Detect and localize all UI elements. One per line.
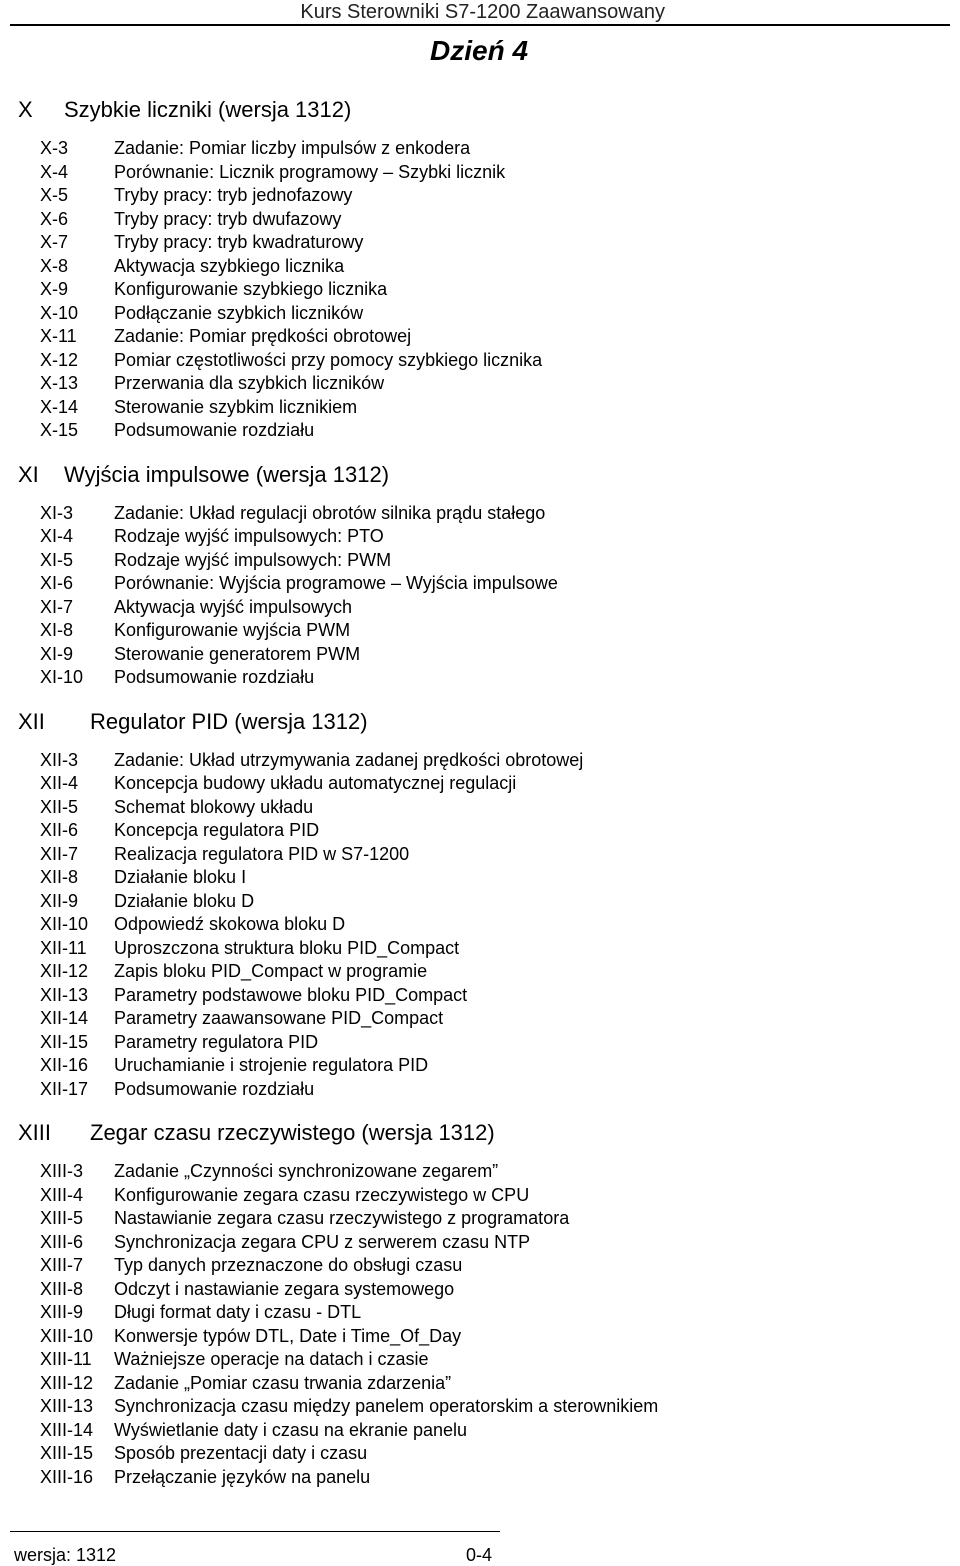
item-title: Zadanie „Pomiar czasu trwania zdarzenia” [114, 1372, 452, 1393]
item-code: X-13 [40, 373, 79, 393]
list-item [0, 819, 960, 843]
item-title: Synchronizacja czasu między panelem operatorskim a sterownikiem [114, 1396, 659, 1416]
list-item [0, 1325, 960, 1349]
list-item [0, 137, 960, 161]
footer-divider [10, 1531, 500, 1532]
list-item [0, 231, 960, 255]
item-title: Zadanie: Układ regulacji obrotów silnika prądu stałego [114, 502, 546, 523]
list-item [0, 372, 960, 396]
item-title: Uproszczona struktura bloku PID_Compact [114, 937, 460, 958]
chapter-title: Regulator PID (wersja 1312) [90, 708, 368, 734]
item-code: XIII-9 [40, 1302, 84, 1322]
item-code: X-11 [40, 326, 77, 346]
item-code: XI-5 [40, 549, 74, 570]
list-item [0, 549, 960, 573]
list-item [0, 161, 960, 185]
item-code: XIII-16 [40, 1466, 94, 1487]
list-item [0, 619, 960, 643]
item-code: X-6 [40, 208, 69, 229]
list-item [0, 1184, 960, 1208]
item-title: Konfigurowanie szybkiego licznika [114, 279, 388, 299]
item-title: Rodzaje wyjść impulsowych: PTO [114, 526, 384, 546]
item-code: XII-15 [40, 1031, 89, 1052]
item-title: Porównanie: Wyjścia programowe – Wyjścia impulsowe [114, 573, 558, 593]
list-item [0, 1031, 960, 1055]
item-code: XI-4 [40, 526, 74, 546]
chapter-item-list [0, 749, 960, 1102]
item-title: Parametry podstawowe bloku PID_Compact [114, 984, 468, 1005]
item-title: Schemat blokowy układu [114, 796, 314, 817]
chapter-section [0, 95, 960, 443]
chapter-section [0, 1118, 960, 1489]
list-item [0, 1278, 960, 1302]
item-title: Tryby pracy: tryb jednofazowy [114, 185, 353, 205]
item-title: Parametry regulatora PID [114, 1031, 319, 1052]
item-title: Sterowanie generatorem PWM [114, 643, 361, 664]
list-item [0, 1348, 960, 1372]
item-title: Realizacja regulatora PID w S7-1200 [114, 843, 410, 864]
item-title: Aktywacja wyjść impulsowych [114, 596, 353, 617]
chapter-number: XIII [18, 1120, 52, 1145]
item-code: X-7 [40, 232, 69, 252]
item-title: Nastawianie zegara czasu rzeczywistego z programatora [114, 1208, 570, 1228]
list-item [0, 1395, 960, 1419]
item-code: XIII-12 [40, 1372, 94, 1393]
list-item [0, 1254, 960, 1278]
item-code: XIII-6 [40, 1231, 84, 1252]
chapter-section [0, 707, 960, 1102]
list-item [0, 349, 960, 373]
item-code: XII-12 [40, 961, 89, 981]
item-code: X-14 [40, 396, 79, 417]
item-code: XII-9 [40, 890, 79, 911]
item-title: Przełączanie języków na panelu [114, 1466, 371, 1487]
list-item [0, 1231, 960, 1255]
item-title: Ważniejsze operacje na datach i czasie [114, 1349, 429, 1369]
chapter-item-list [0, 137, 960, 443]
item-code: XI-7 [40, 596, 74, 617]
list-item [0, 525, 960, 549]
item-title: Podsumowanie rozdziału [114, 1078, 315, 1099]
item-title: Wyświetlanie daty i czasu na ekranie panelu [114, 1419, 468, 1440]
item-title: Sterowanie szybkim licznikiem [114, 396, 358, 417]
item-title: Rodzaje wyjść impulsowych: PWM [114, 549, 392, 570]
item-title: Konwersje typów DTL, Date i Time_Of_Day [114, 1325, 462, 1346]
list-item [0, 255, 960, 279]
table-of-contents [0, 95, 960, 1489]
list-item [0, 1419, 960, 1443]
list-item [0, 843, 960, 867]
item-title: Odczyt i nastawianie zegara systemowego [114, 1278, 455, 1299]
item-title: Koncepcja regulatora PID [114, 820, 320, 840]
list-item [0, 749, 960, 773]
item-title: Długi format daty i czasu - DTL [114, 1302, 362, 1322]
chapter-heading [0, 1118, 960, 1148]
list-item [0, 596, 960, 620]
item-title: Konfigurowanie wyjścia PWM [114, 620, 351, 640]
list-item [0, 278, 960, 302]
footer-page-number: 0-4 [466, 1545, 493, 1565]
item-code: XIII-5 [40, 1208, 84, 1228]
item-code: XII-4 [40, 773, 79, 793]
list-item [0, 643, 960, 667]
item-code: XII-5 [40, 796, 79, 817]
list-item [0, 796, 960, 820]
item-title: Działanie bloku D [114, 890, 255, 911]
item-code: X-9 [40, 279, 69, 299]
item-code: XII-13 [40, 984, 89, 1005]
chapter-number: XII [18, 708, 45, 734]
chapter-number: XI [18, 461, 39, 487]
item-code: X-10 [40, 302, 79, 323]
item-title: Tryby pracy: tryb dwufazowy [114, 208, 342, 229]
chapter-item-list [0, 1160, 960, 1489]
item-title: Aktywacja szybkiego licznika [114, 255, 345, 276]
item-title: Zadanie: Układ utrzymywania zadanej prędkości obrotowej [114, 749, 584, 770]
item-code: XIII-14 [40, 1419, 94, 1440]
chapter-title: Szybkie liczniki (wersja 1312) [64, 97, 352, 122]
list-item [0, 1078, 960, 1102]
chapter-section [0, 460, 960, 690]
item-title: Podłączanie szybkich liczników [114, 302, 364, 323]
chapter-title: Zegar czasu rzeczywistego (wersja 1312) [90, 1120, 495, 1145]
list-item [0, 184, 960, 208]
chapter-heading [0, 460, 960, 490]
item-title: Tryby pracy: tryb kwadraturowy [114, 232, 364, 252]
header-divider [10, 24, 950, 26]
item-title: Podsumowanie rozdziału [114, 667, 315, 687]
chapter-heading [0, 707, 960, 737]
item-title: Zadanie: Pomiar liczby impulsów z enkodera [114, 138, 471, 158]
list-item [0, 1466, 960, 1490]
item-title: Przerwania dla szybkich liczników [114, 373, 385, 393]
list-item [0, 502, 960, 526]
item-code: XIII-11 [40, 1349, 92, 1369]
item-title: Zapis bloku PID_Compact w programie [114, 961, 428, 981]
item-code: XII-6 [40, 820, 79, 840]
item-code: X-3 [40, 138, 69, 158]
item-code: XIII-13 [40, 1396, 94, 1416]
item-title: Synchronizacja zegara CPU z serwerem czasu NTP [114, 1231, 531, 1252]
item-title: Koncepcja budowy układu automatycznej regulacji [114, 773, 517, 793]
item-title: Porównanie: Licznik programowy – Szybki licznik [114, 161, 506, 182]
item-title: Podsumowanie rozdziału [114, 420, 315, 440]
list-item [0, 1160, 960, 1184]
list-item [0, 1054, 960, 1078]
item-code: XI-8 [40, 620, 74, 640]
item-title: Zadanie: Pomiar prędkości obrotowej [114, 326, 412, 346]
item-code: XIII-15 [40, 1443, 94, 1463]
chapter-item-list [0, 502, 960, 690]
chapter-number: X [18, 97, 33, 122]
course-title: Kurs Sterowniki S7-1200 Zaawansowany [300, 1, 665, 23]
item-title: Działanie bloku I [114, 867, 247, 887]
item-code: XI-10 [40, 667, 84, 687]
item-code: XII-10 [40, 914, 89, 934]
list-item [0, 960, 960, 984]
item-code: X-4 [40, 161, 69, 182]
item-code: X-8 [40, 255, 69, 276]
item-title: Typ danych przeznaczone do obsługi czasu [114, 1255, 463, 1275]
item-code: XII-8 [40, 867, 79, 887]
item-code: XI-9 [40, 643, 74, 664]
chapter-title: Wyjścia impulsowe (wersja 1312) [64, 461, 390, 487]
list-item [0, 208, 960, 232]
item-code: XIII-3 [40, 1161, 84, 1181]
list-item [0, 913, 960, 937]
item-title: Zadanie „Czynności synchronizowane zegarem” [114, 1161, 499, 1181]
list-item [0, 396, 960, 420]
day-label: Dzień 4 [430, 35, 529, 66]
item-code: X-12 [40, 349, 79, 370]
list-item [0, 419, 960, 443]
item-code: XIII-10 [40, 1325, 94, 1346]
item-title: Sposób prezentacji daty i czasu [114, 1443, 368, 1463]
item-code: X-5 [40, 185, 69, 205]
item-code: XII-11 [40, 937, 87, 958]
item-code: XII-7 [40, 843, 79, 864]
chapter-heading [0, 95, 960, 125]
list-item [0, 890, 960, 914]
item-title: Uruchamianie i strojenie regulatora PID [114, 1055, 429, 1075]
list-item [0, 666, 960, 690]
list-item [0, 984, 960, 1008]
item-code: XII-14 [40, 1008, 89, 1028]
item-title: Odpowiedź skokowa bloku D [114, 914, 346, 934]
list-item [0, 866, 960, 890]
item-code: XIII-4 [40, 1184, 84, 1205]
item-title: Konfigurowanie zegara czasu rzeczywistego w CPU [114, 1184, 530, 1205]
item-code: XI-6 [40, 573, 74, 593]
item-title: Parametry zaawansowane PID_Compact [114, 1008, 444, 1028]
list-item [0, 325, 960, 349]
item-code: XII-16 [40, 1055, 89, 1075]
footer-version: wersja: 1312 [14, 1545, 117, 1565]
list-item [0, 572, 960, 596]
item-code: XIII-8 [40, 1278, 84, 1299]
list-item [0, 1442, 960, 1466]
item-code: XIII-7 [40, 1255, 84, 1275]
item-code: X-15 [40, 420, 79, 440]
list-item [0, 1207, 960, 1231]
list-item [0, 302, 960, 326]
list-item [0, 937, 960, 961]
list-item [0, 772, 960, 796]
list-item [0, 1301, 960, 1325]
item-code: XII-3 [40, 749, 79, 770]
list-item [0, 1007, 960, 1031]
item-code: XII-17 [40, 1078, 89, 1099]
list-item [0, 1372, 960, 1396]
item-title: Pomiar częstotliwości przy pomocy szybkiego licznika [114, 349, 543, 370]
item-code: XI-3 [40, 502, 74, 523]
